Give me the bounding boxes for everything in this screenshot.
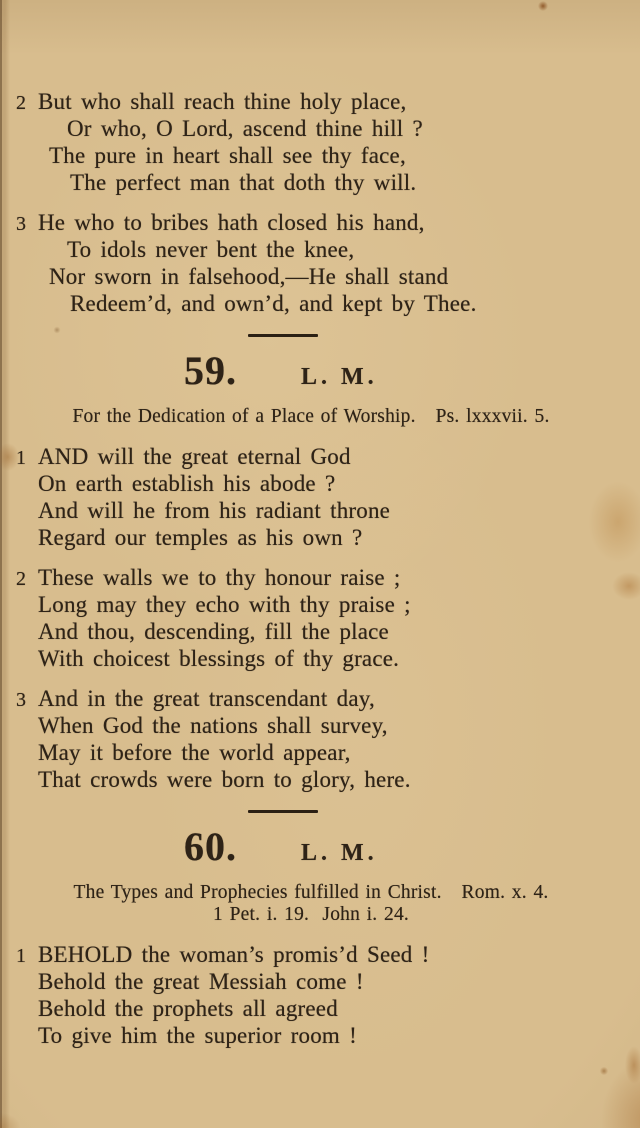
hymn-number: 59.	[184, 348, 237, 393]
verse-line: And will he from his radiant throne	[38, 498, 391, 523]
verse-line: BEHOLD the woman’s promis’d Seed !	[38, 942, 430, 967]
verse-line: Nor sworn in falsehood,—He shall stand	[49, 264, 449, 289]
verse	[16, 685, 640, 793]
verse	[16, 941, 640, 1049]
hymn-heading	[0, 825, 640, 869]
verse-line: To give him the superior room !	[38, 1023, 358, 1048]
verse-line: But who shall reach thine holy place,	[38, 89, 407, 114]
verse-line: With choicest blessings of thy grace.	[38, 646, 400, 671]
verse	[16, 443, 640, 551]
verse-line: When God the nations shall survey,	[38, 713, 388, 738]
verse-line: Redeem’d, and own’d, and kept by Thee.	[70, 291, 477, 316]
verse-number: 3	[16, 689, 27, 711]
verse-line: That crowds were born to glory, here.	[38, 767, 411, 792]
verse-line: Or who, O Lord, ascend thine hill ?	[67, 116, 423, 141]
hymn-meter: L. M.	[301, 364, 378, 390]
verse	[16, 88, 640, 196]
hymn-meter: L. M.	[301, 840, 378, 866]
verse-line: The pure in heart shall see thy face,	[49, 143, 406, 168]
verse-line: The perfect man that doth thy will.	[70, 170, 417, 195]
verse-number: 3	[16, 213, 27, 235]
verse-number: 1	[16, 945, 27, 967]
hymn-subtitle-line: 1 Pet. i. 19. John i. 24.	[213, 904, 409, 925]
verse-line: May it before the world appear,	[38, 740, 351, 765]
verse-number: 1	[16, 447, 27, 469]
verse-line: On earth establish his abode ?	[38, 471, 336, 496]
verse-number: 2	[16, 92, 27, 114]
hymn-subtitle-line: For the Dedication of a Place of Worship. Ps. lxxxvii. 5.	[72, 406, 550, 427]
section-divider	[248, 810, 318, 813]
verse-number: 2	[16, 568, 27, 590]
verse-line: Behold the prophets all agreed	[38, 996, 338, 1021]
verse-line: And in the great transcendant day,	[38, 686, 375, 711]
hymn-number: 60.	[184, 824, 237, 869]
verse-line: And thou, descending, fill the place	[38, 619, 389, 644]
verse-line: Long may they echo with thy praise ;	[38, 592, 411, 617]
verse-line: Behold the great Messiah come !	[38, 969, 364, 994]
hymn-subtitle-line: The Types and Prophecies fulfilled in Christ. Rom. x. 4.	[73, 882, 549, 903]
hymn-heading	[0, 349, 640, 393]
section-divider	[248, 334, 318, 337]
verse-line: AND will the great eternal God	[38, 444, 351, 469]
verse-line: Regard our temples as his own ?	[38, 525, 363, 550]
verse-line: He who to bribes hath closed his hand,	[38, 210, 425, 235]
verse	[16, 564, 640, 672]
verse-line: To idols never bent the knee,	[67, 237, 355, 262]
verse	[16, 209, 640, 317]
verse-line: These walls we to thy honour raise ;	[38, 565, 401, 590]
